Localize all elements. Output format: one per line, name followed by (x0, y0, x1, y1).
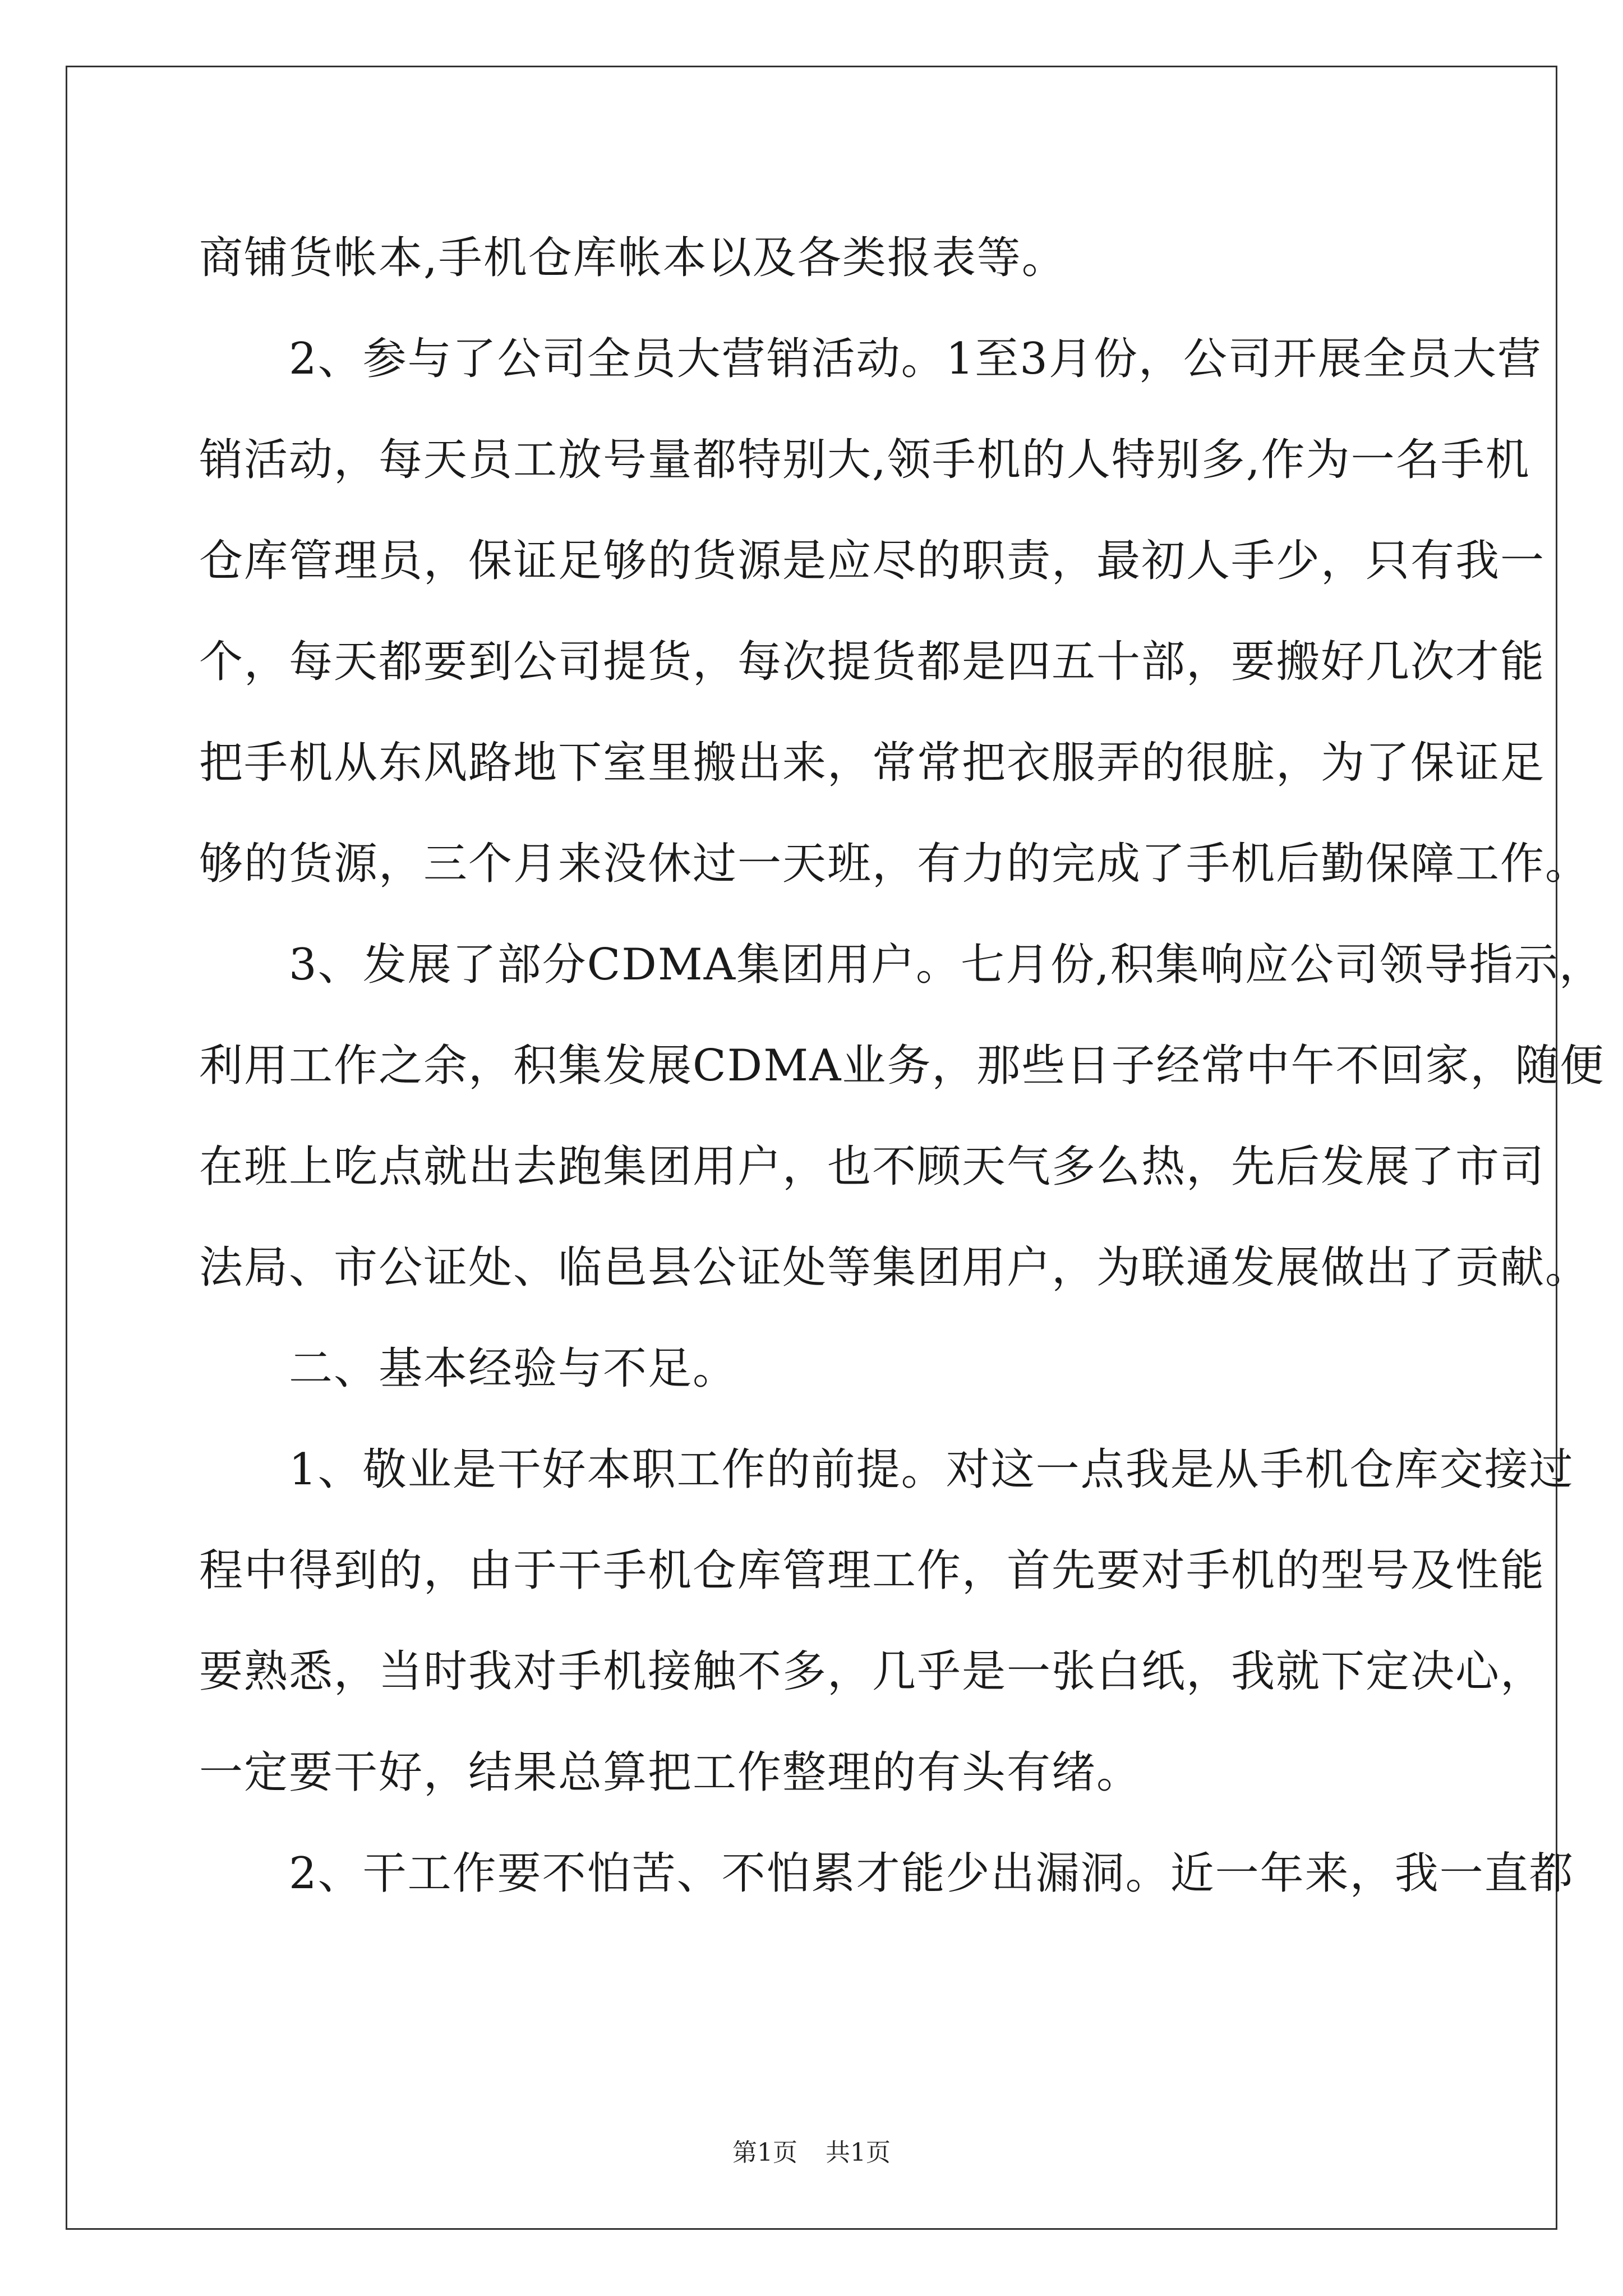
body-line: 仓库管理员，保证足够的货源是应尽的职责，最初人手少，只有我一 (199, 536, 1546, 586)
body-line: 法局、市公证处、临邑县公证处等集团用户，为联通发展做出了贡献。 (199, 1243, 1590, 1293)
body-line: 2、干工作要不怕苦、不怕累才能少出漏洞。近一年来，我一直都 (199, 1848, 1574, 1899)
page-number-current: 第1页 (732, 2138, 797, 2167)
page-number-total: 共1页 (826, 2138, 891, 2167)
document-body (199, 208, 1605, 1924)
body-line: 在班上吃点就出去跑集团用户，也不顾天气多么热，先后发展了市司 (199, 1142, 1546, 1192)
body-line: 程中得到的，由于干手机仓库管理工作，首先要对手机的型号及性能 (199, 1545, 1546, 1596)
body-line: 利用工作之余，积集发展CDMA业务，那些日子经常中午不回家，随便 (199, 1041, 1605, 1091)
section-heading: 二、基本经验与不足。 (199, 1343, 738, 1394)
body-line: 个，每天都要到公司提货，每次提货都是四五十部，要搬好几次才能 (199, 637, 1546, 687)
body-line: 3、发展了部分CDMA集团用户。七月份,积集响应公司领导指示， (199, 940, 1604, 990)
body-line: 2、参与了公司全员大营销活动。1至3月份，公司开展全员大营 (199, 334, 1542, 384)
body-line: 销活动，每天员工放号量都特别大,领手机的人特别多,作为一名手机 (199, 435, 1530, 485)
body-line: 要熟悉，当时我对手机接触不多，几乎是一张白纸，我就下定决心， (199, 1646, 1546, 1697)
page-footer (0, 2136, 1623, 2170)
body-line: 1、敬业是干好本职工作的前提。对这一点我是从手机仓库交接过 (199, 1444, 1574, 1495)
body-line: 把手机从东风路地下室里搬出来，常常把衣服弄的很脏，为了保证足 (199, 738, 1546, 788)
body-line: 商铺货帐本,手机仓库帐本以及各类报表等。 (199, 233, 1067, 283)
body-line: 够的货源，三个月来没休过一天班，有力的完成了手机后勤保障工作。 (199, 839, 1590, 889)
body-line: 一定要干好，结果总算把工作整理的有头有绪。 (199, 1747, 1142, 1798)
